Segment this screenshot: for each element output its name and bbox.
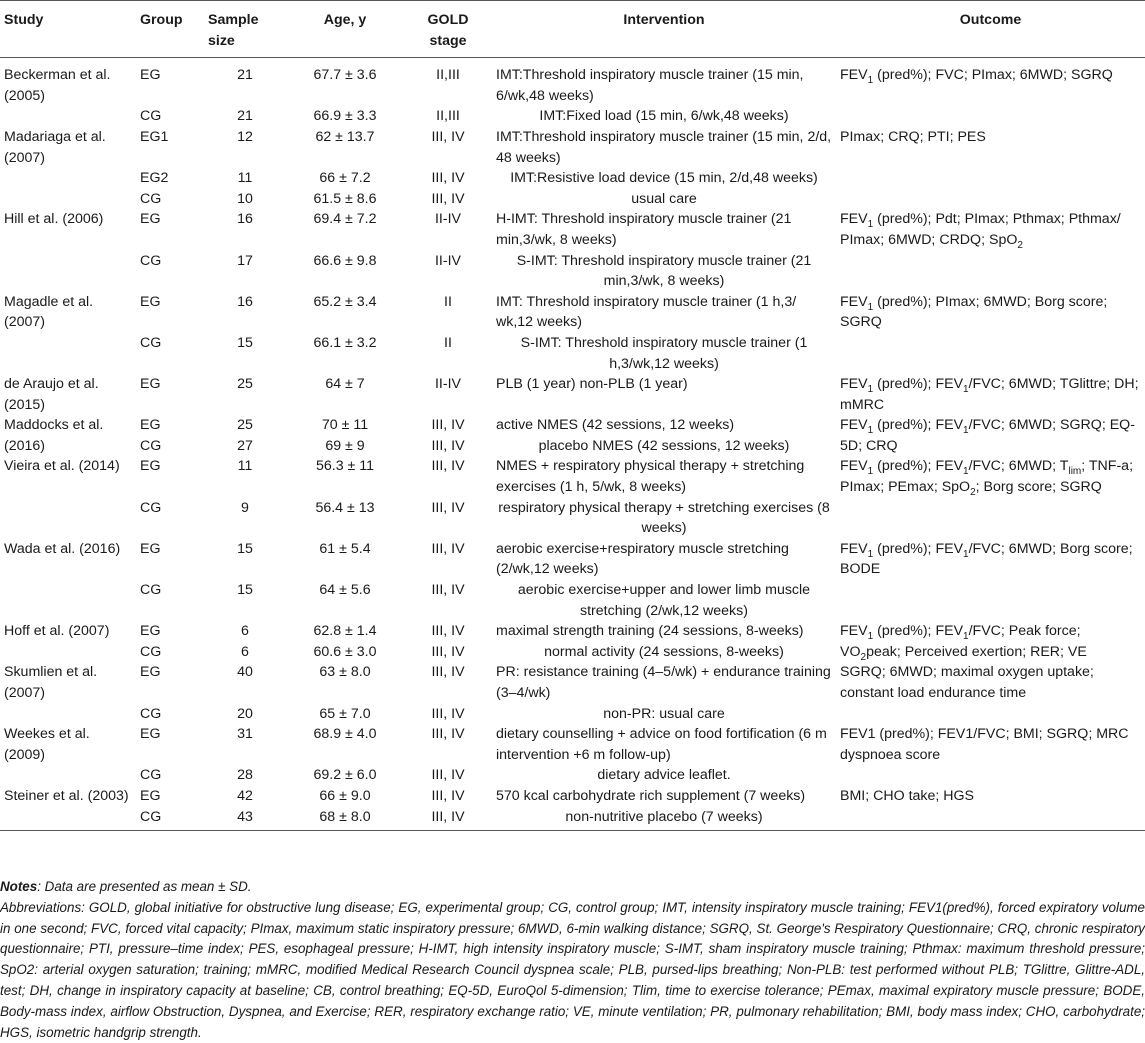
cell-intervention: PR: resistance training (4–5/wk) + endurance training (3–4/wk) xyxy=(496,664,831,701)
table-header-row xyxy=(0,1,1145,58)
cell-intervention: IMT:Threshold inspiratory muscle trainer (15 min, 6/wk,48 weeks) xyxy=(496,67,804,104)
cell-outcome: SGRQ; 6MWD; maximal oxygen uptake; constant load endurance time xyxy=(840,664,1094,701)
cell-group: EG xyxy=(140,417,161,434)
header-study: Study xyxy=(4,12,44,28)
cell-study: Madariaga et al. (2007) xyxy=(4,128,106,166)
cell-group: CG xyxy=(140,499,162,516)
cell-group: EG1 xyxy=(140,128,169,145)
cell-gold-stage: III, IV xyxy=(431,170,465,187)
table-row xyxy=(0,704,1145,725)
table-row xyxy=(0,786,1145,807)
cell-age: 68.9 ± 4.0 xyxy=(313,726,377,743)
cell-intervention: PLB (1 year) non-PLB (1 year) xyxy=(496,376,688,393)
cell-age: 60.6 ± 3.0 xyxy=(313,643,377,660)
cell-intervention: non-PR: usual care xyxy=(603,705,725,722)
table-body xyxy=(0,58,1145,831)
subscript: 1 xyxy=(867,301,874,313)
cell-sample-size: 42 xyxy=(237,787,253,804)
subscript: 1 xyxy=(963,425,969,437)
cell-age: 67.7 ± 3.6 xyxy=(313,67,377,84)
table-notes xyxy=(0,877,1145,1043)
cell-sample-size: 27 xyxy=(237,437,253,454)
cell-sample-size: 15 xyxy=(237,334,253,351)
subscript: 1 xyxy=(867,75,874,87)
cell-sample-size: 15 xyxy=(237,540,253,557)
cell-outcome: PImax; CRQ; PTI; PES xyxy=(840,128,986,145)
cell-gold-stage: III, IV xyxy=(431,582,465,599)
cell-sample-size: 16 xyxy=(237,293,253,310)
cell-study: Magadle et al. (2007) xyxy=(4,293,94,331)
cell-group: EG xyxy=(140,664,161,681)
cell-age: 56.3 ± 11 xyxy=(315,458,374,475)
cell-age: 69.4 ± 7.2 xyxy=(313,211,377,228)
table-row xyxy=(0,58,1145,107)
table-row xyxy=(0,621,1145,642)
cell-group: CG xyxy=(140,334,162,351)
cell-intervention: 570 kcal carbohydrate rich supplement (7 weeks) xyxy=(496,787,806,804)
cell-group: CG xyxy=(140,190,162,207)
cell-outcome: $FEV_1$ (pred%); FVC; PImax; 6MWD; SGRQ xyxy=(840,67,1113,87)
table-row xyxy=(0,807,1145,831)
cell-gold-stage: II,III xyxy=(436,67,460,84)
cell-gold-stage: II-IV xyxy=(434,376,461,393)
cell-intervention: respiratory physical therapy + stretching exercises (8 weeks) xyxy=(498,499,830,537)
cell-group: CG xyxy=(140,437,162,454)
table-row xyxy=(0,106,1145,127)
header-sample-size: Sample size xyxy=(208,12,259,49)
cell-gold-stage: III, IV xyxy=(431,767,465,784)
cell-outcome xyxy=(836,106,1145,127)
cell-study: Beckerman et al. (2005) xyxy=(4,67,111,104)
table-row xyxy=(0,580,1145,621)
cell-intervention: NMES + respiratory physical therapy + stretching exercises (1 h, 5/wk, 8 weeks) xyxy=(496,458,805,496)
cell-intervention: usual care xyxy=(631,190,697,207)
cell-outcome: FEV1 (pred%); FEV1/FVC; BMI; SGRQ; MRC dyspnoea score xyxy=(840,726,1129,763)
subscript: 2 xyxy=(860,651,867,663)
cell-age: 61 ± 5.4 xyxy=(319,540,371,557)
cell-outcome: $FEV_1$ (pred%); $FEV_1$/FVC; Peak force; $VO_2peak$; Perceived exertion; RER; VE xyxy=(840,623,1087,663)
cell-intervention: active NMES (42 sessions, 12 weeks) xyxy=(496,417,735,434)
cell-age: 62 ± 13.7 xyxy=(315,128,375,145)
table-row xyxy=(0,765,1145,786)
cell-group: EG xyxy=(140,623,161,640)
cell-sample-size: 10 xyxy=(237,190,253,207)
cell-sample-size: 20 xyxy=(237,705,253,722)
table-row xyxy=(0,662,1145,703)
abbreviations-text: Abbreviations: GOLD, global initiative for obstructive lung disease; EG, experimental group; CG, control group; IMT, intensity inspiratory muscle training; FEV1(pred%), forced expiratory volume in one second; FVC, forced vital capacity; PImax, maximum static inspiratory pressure; 6MWD, 6-min walking distance; SGRQ, St. George's Respiratory Questionnaire; CRQ, chronic respiratory questionnaire; PTI, pressure–time index; PES, esophageal pressure; H-IMT, high intensity inspiratory muscle; S-IMT, sham inspiratory muscle training; Pthmax: maximum threshold pressure; SpO2: arterial oxygen saturation; training; mMRC, modified Medical Research Council dyspnea scale; PLB, pursed-lips breathing; Non-PLB: test performed without PLB; TGlittre, Glittre-ADL, test; DH, change in inspiratory capacity at baseline; CB, control breathing; EQ-5D, EuroQol 5-dimension; Tlim, time to exercise tolerance; PEmax, maximal expiratory muscle pressure; BODE, Body-mass index, airflow Obstruction, Dyspnea, and Exercise; RER, respiratory exchange ratio; VE, minute ventilation; PR, pulmonary rehabilitation; BMI, body mass index; CHO, carbohydrate; HGS, isometric handgrip strength. xyxy=(0,899,1145,1040)
cell-group: CG xyxy=(140,643,162,660)
cell-sample-size: 31 xyxy=(237,726,253,743)
cell-intervention: IMT:Fixed load (15 min, 6/wk,48 weeks) xyxy=(539,108,789,125)
cell-age: 69 ± 9 xyxy=(325,437,365,454)
cell-group: EG xyxy=(140,787,161,804)
subscript: 1 xyxy=(867,466,874,478)
table-row xyxy=(0,209,1145,250)
cell-study: Hill et al. (2006) xyxy=(4,211,104,228)
cell-age: 66.1 ± 3.2 xyxy=(313,334,377,351)
cell-study: Wada et al. (2016) xyxy=(4,540,121,557)
cell-sample-size: 25 xyxy=(237,417,253,434)
header-outcome: Outcome xyxy=(959,12,1022,28)
cell-age: 68 ± 8.0 xyxy=(319,808,371,825)
cell-sample-size: 28 xyxy=(237,767,253,784)
cell-outcome xyxy=(836,168,1145,189)
cell-study: Steiner et al. (2003) xyxy=(4,787,129,804)
cell-group: CG xyxy=(140,582,162,599)
cell-gold-stage: II-IV xyxy=(434,211,461,228)
table-row xyxy=(0,415,1145,436)
cell-outcome xyxy=(836,807,1145,831)
cell-sample-size: 6 xyxy=(241,623,249,640)
cell-sample-size: 9 xyxy=(241,499,249,516)
header-intervention: Intervention xyxy=(623,12,705,28)
cell-outcome: $FEV_1$ (pred%); $FEV_1$/FVC; 6MWD; Borg score; BODE xyxy=(840,540,1133,578)
cell-outcome xyxy=(836,580,1145,621)
cell-intervention: placebo NMES (42 sessions, 12 weeks) xyxy=(538,437,790,454)
table-row xyxy=(0,724,1145,765)
cell-sample-size: 21 xyxy=(237,108,253,125)
cell-gold-stage: III, IV xyxy=(431,664,465,681)
cell-sample-size: 12 xyxy=(237,128,253,145)
cell-study: de Araujo et al. (2015) xyxy=(4,376,99,413)
subscript: 1 xyxy=(867,383,874,395)
cell-age: 56.4 ± 13 xyxy=(315,499,375,516)
table-row xyxy=(0,456,1145,497)
cell-study: Maddocks et al. (2016) xyxy=(4,417,104,454)
cell-gold-stage: III, IV xyxy=(431,190,465,207)
cell-study: Skumlien et al. (2007) xyxy=(4,664,98,701)
subscript: 1 xyxy=(867,219,874,231)
cell-intervention: IMT:Threshold inspiratory muscle trainer (15 min, 2/d, 48 weeks) xyxy=(496,128,832,166)
cell-group: EG xyxy=(140,376,161,393)
subscript: 1 xyxy=(867,548,874,560)
notes-text: : Data are presented as mean ± SD. xyxy=(37,879,252,894)
cell-sample-size: 21 xyxy=(237,67,253,84)
cell-outcome: BMI; CHO take; HGS xyxy=(840,787,975,804)
cell-sample-size: 16 xyxy=(237,211,253,228)
table-row xyxy=(0,333,1145,374)
cell-group: CG xyxy=(140,108,162,125)
cell-sample-size: 25 xyxy=(237,376,253,393)
cell-gold-stage: III, IV xyxy=(431,417,465,434)
cell-gold-stage: III, IV xyxy=(431,458,465,475)
table-row xyxy=(0,292,1145,333)
cell-sample-size: 11 xyxy=(237,458,253,475)
subscript: 2 xyxy=(1017,239,1023,251)
cell-age: 61.5 ± 8.6 xyxy=(313,190,377,207)
cell-gold-stage: III, IV xyxy=(431,643,465,660)
subscript: lim xyxy=(1068,466,1082,478)
cell-age: 66 ± 7.2 xyxy=(319,170,371,187)
cell-gold-stage: III, IV xyxy=(431,128,465,145)
cell-age: 65 ± 7.0 xyxy=(319,705,371,722)
cell-outcome xyxy=(836,765,1145,786)
cell-group: EG xyxy=(140,726,161,743)
cell-sample-size: 6 xyxy=(241,643,249,660)
table-row xyxy=(0,374,1145,415)
cell-intervention: non-nutritive placebo (7 weeks) xyxy=(565,808,763,825)
cell-age: 64 ± 7 xyxy=(325,376,365,393)
cell-intervention: normal activity (24 sessions, 8-weeks) xyxy=(544,643,784,660)
cell-group: CG xyxy=(140,808,162,825)
subscript: 1 xyxy=(963,548,969,560)
cell-sample-size: 17 xyxy=(237,252,253,269)
subscript: 2 xyxy=(970,486,976,498)
cell-outcome xyxy=(836,498,1145,539)
cell-group: CG xyxy=(140,705,162,722)
header-age: Age, y xyxy=(323,12,367,28)
subscript: 1 xyxy=(963,466,969,478)
table-row xyxy=(0,127,1145,168)
subscript: 1 xyxy=(867,425,874,437)
cell-age: 65.2 ± 3.4 xyxy=(313,293,377,310)
cell-intervention: dietary advice leaflet. xyxy=(597,767,731,784)
cell-outcome: $FEV_1$ (pred%); $FEV_1$/FVC; 6MWD; SGRQ; EQ-5D; CRQ xyxy=(840,417,1135,454)
header-gold-stage: GOLD stage xyxy=(427,12,469,49)
cell-gold-stage: II-IV xyxy=(434,252,461,269)
cell-outcome: $FEV_1$ (pred%); PImax; 6MWD; Borg score; SGRQ xyxy=(840,293,1108,331)
table-row xyxy=(0,539,1145,580)
cell-age: 66.9 ± 3.3 xyxy=(313,108,377,125)
cell-intervention: aerobic exercise+respiratory muscle stretching (2/wk,12 weeks) xyxy=(496,540,789,578)
cell-outcome xyxy=(836,251,1145,292)
cell-gold-stage: III, IV xyxy=(431,787,465,804)
cell-gold-stage: II,III xyxy=(436,108,460,125)
cell-group: EG xyxy=(140,211,161,228)
cell-group: EG xyxy=(140,458,161,475)
cell-gold-stage: II xyxy=(444,293,452,310)
cell-group: EG xyxy=(140,540,161,557)
cell-age: 70 ± 11 xyxy=(321,417,369,434)
subscript: 1 xyxy=(963,631,969,643)
cell-gold-stage: III, IV xyxy=(431,623,465,640)
cell-gold-stage: III, IV xyxy=(431,705,465,722)
cell-sample-size: 11 xyxy=(237,170,253,187)
cell-intervention: maximal strength training (24 sessions, 8-weeks) xyxy=(496,623,804,640)
cell-group: EG2 xyxy=(140,170,169,187)
cell-study: Vieira et al. (2014) xyxy=(4,458,120,475)
cell-sample-size: 43 xyxy=(237,808,253,825)
cell-gold-stage: III, IV xyxy=(431,726,465,743)
cell-gold-stage: III, IV xyxy=(431,808,465,825)
notes-line xyxy=(0,877,1145,898)
cell-age: 64 ± 5.6 xyxy=(319,582,371,599)
cell-outcome xyxy=(836,704,1145,725)
cell-age: 66 ± 9.0 xyxy=(319,787,371,804)
cell-age: 63 ± 8.0 xyxy=(319,664,371,681)
cell-age: 62.8 ± 1.4 xyxy=(313,623,377,640)
subscript: 1 xyxy=(867,631,874,643)
cell-outcome xyxy=(836,189,1145,210)
table-row xyxy=(0,189,1145,210)
cell-intervention: IMT: Threshold inspiratory muscle trainer (1 h,3/ wk,12 weeks) xyxy=(496,293,797,331)
cell-sample-size: 40 xyxy=(237,664,253,681)
notes-label: Notes xyxy=(0,879,38,894)
cell-age: 66.6 ± 9.8 xyxy=(313,252,377,269)
cell-gold-stage: III, IV xyxy=(431,499,465,516)
header-group: Group xyxy=(140,12,183,28)
cell-intervention: dietary counselling + advice on food fortification (6 m intervention +6 m follow-up) xyxy=(496,726,827,763)
cell-group: CG xyxy=(140,252,162,269)
cell-intervention: H-IMT: Threshold inspiratory muscle trainer (21 min,3/wk, 8 weeks) xyxy=(496,211,792,248)
table-row xyxy=(0,251,1145,292)
cell-intervention: S-IMT: Threshold inspiratory muscle trainer (1 h,3/wk,12 weeks) xyxy=(520,334,808,372)
cell-study: Weekes et al. (2009) xyxy=(4,726,90,763)
cell-outcome: $FEV_1$ (pred%); Pdt; PImax; Pthmax; Pthmax/ PImax; 6MWD; CRDQ; SpO$_2$ xyxy=(840,211,1121,251)
cell-outcome: $FEV_1$ (pred%); $FEV_1$/FVC; 6MWD; TGlittre; DH; mMRC xyxy=(840,376,1139,413)
cell-outcome: $FEV_1$ (pred%); $FEV_1$/FVC; 6MWD; $T_{lim}$; TNF-a; PImax; PEmax; SpO$_2$; Borg score; SGRQ xyxy=(840,458,1134,498)
table-row xyxy=(0,168,1145,189)
subscript: 1 xyxy=(963,383,969,395)
cell-intervention: S-IMT: Threshold inspiratory muscle trainer (21 min,3/wk, 8 weeks) xyxy=(516,252,812,290)
cell-outcome xyxy=(836,333,1145,374)
cell-intervention: IMT:Resistive load device (15 min, 2/d,48 weeks) xyxy=(510,170,818,187)
cell-study: Hoff et al. (2007) xyxy=(4,623,110,640)
cell-gold-stage: II xyxy=(444,334,452,351)
cell-age: 69.2 ± 6.0 xyxy=(313,767,377,784)
cell-sample-size: 15 xyxy=(237,582,253,599)
cell-group: EG xyxy=(140,293,161,310)
cell-gold-stage: III, IV xyxy=(431,540,465,557)
cell-group: CG xyxy=(140,767,162,784)
cell-intervention: aerobic exercise+upper and lower limb muscle stretching (2/wk,12 weeks) xyxy=(517,582,811,619)
table-row xyxy=(0,498,1145,539)
cell-group: EG xyxy=(140,67,161,84)
cell-gold-stage: III, IV xyxy=(431,437,465,454)
